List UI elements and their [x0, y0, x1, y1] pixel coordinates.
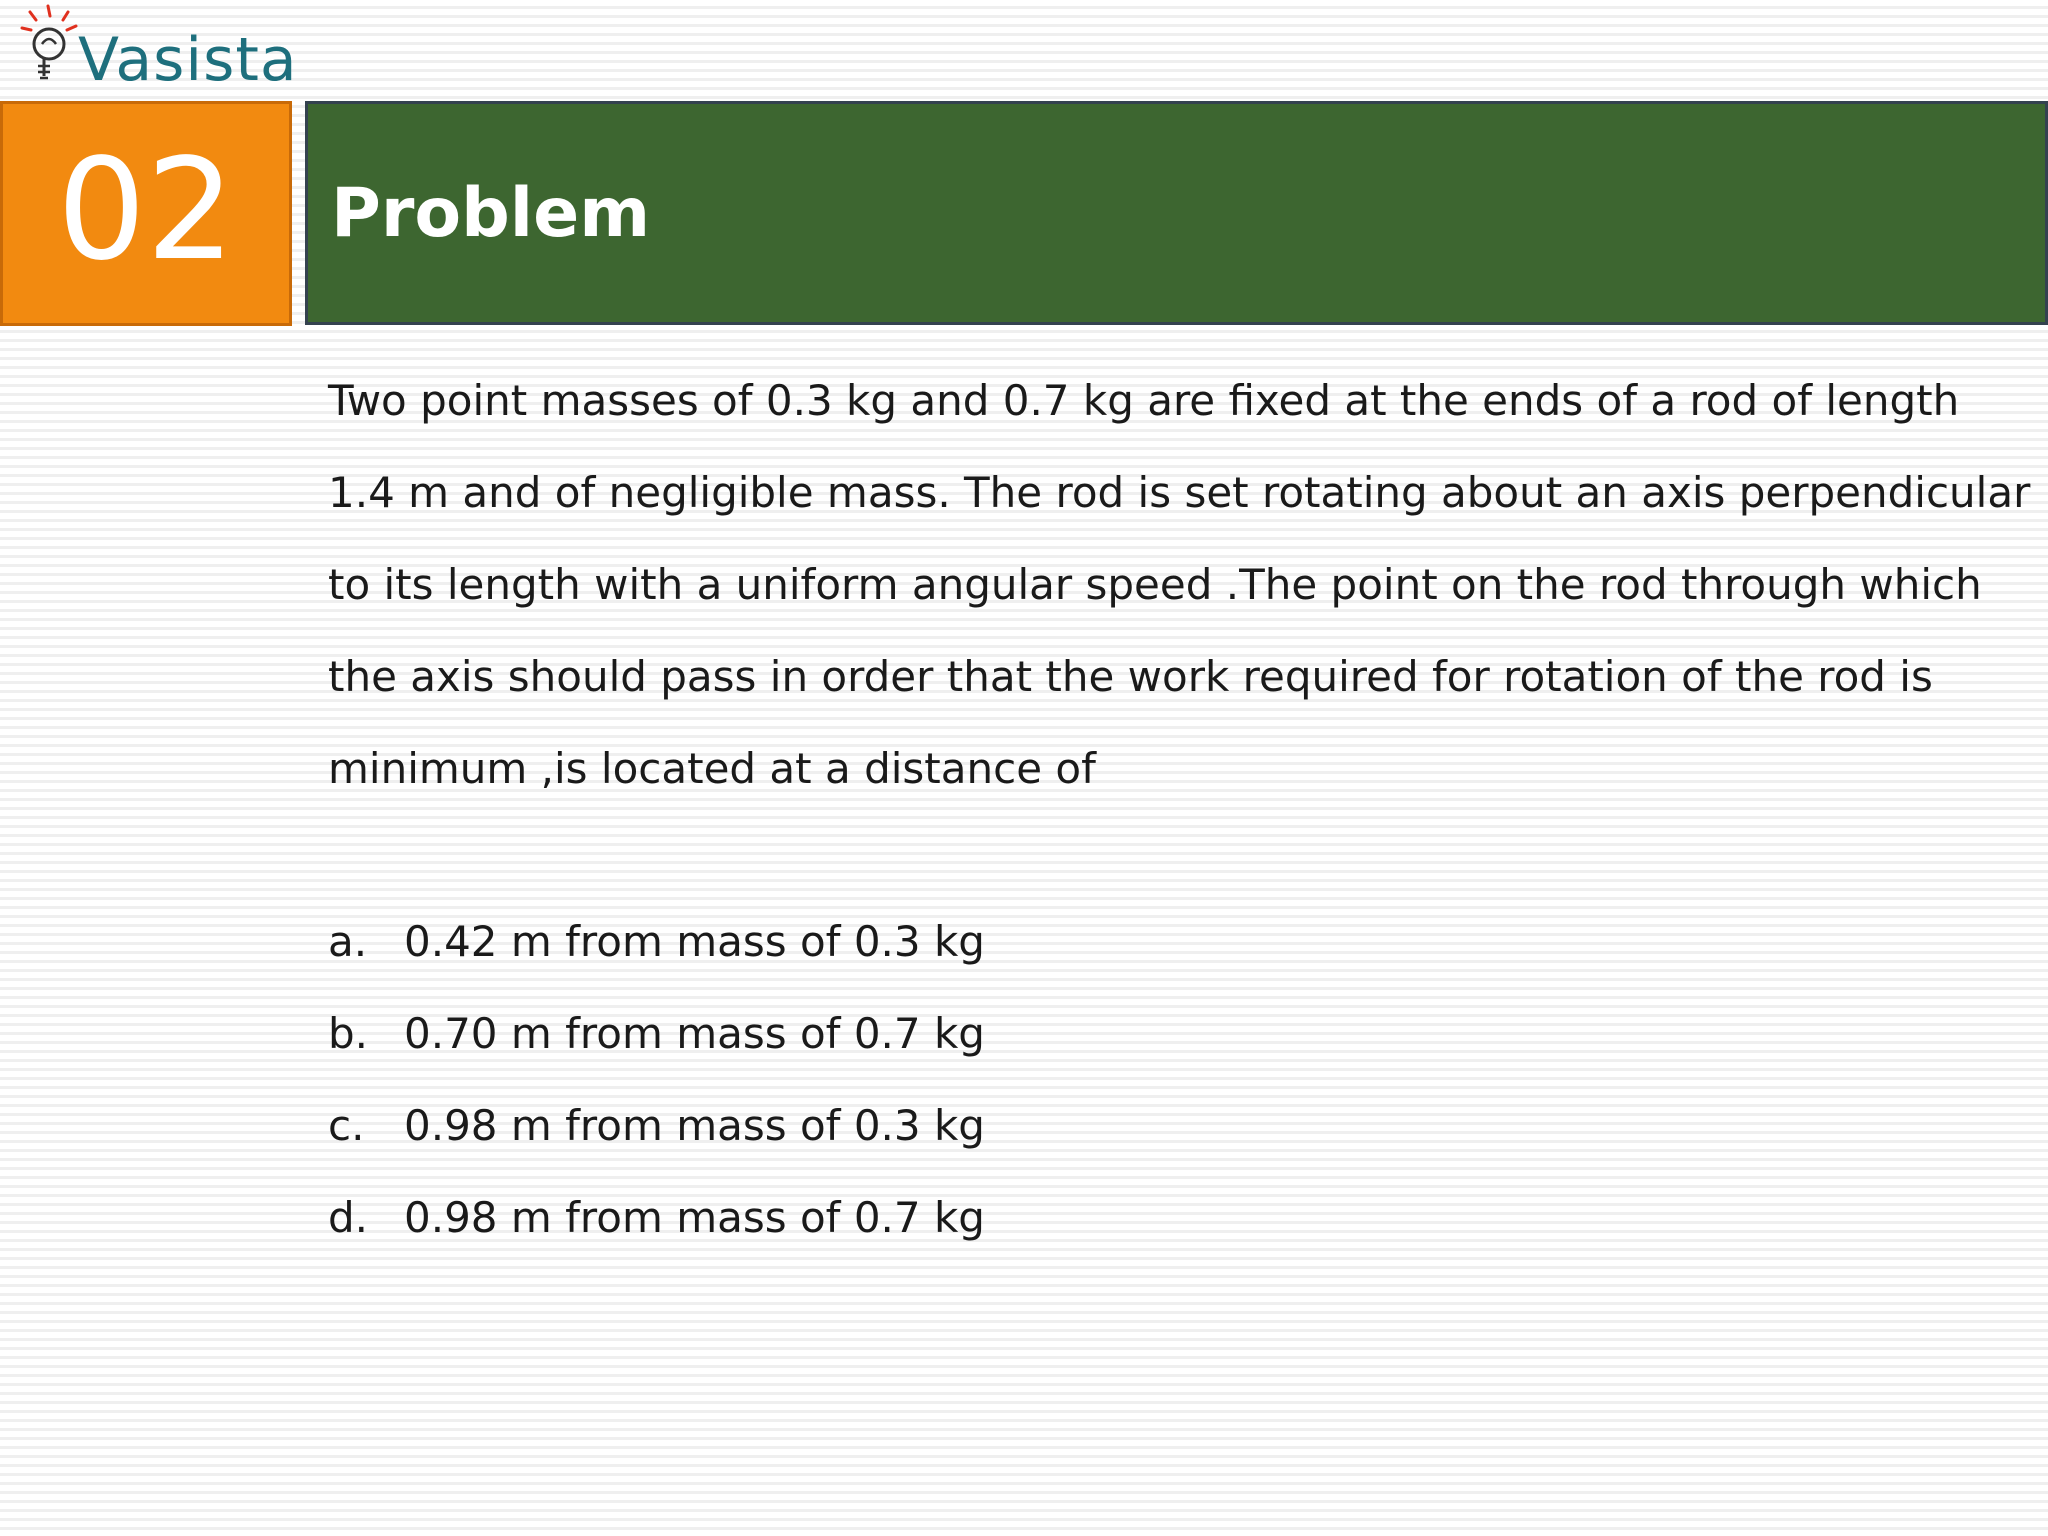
option-letter: a.: [328, 917, 368, 966]
option-letter: b.: [328, 1009, 369, 1058]
option-text: 0.98 m from mass of 0.3 kg: [404, 1101, 985, 1150]
option-letter: c.: [328, 1101, 365, 1150]
lightbulb-icon: [20, 4, 80, 96]
option-letter: d.: [328, 1193, 369, 1242]
logo-text: Vasista: [78, 25, 298, 95]
title-bar: [305, 101, 2048, 325]
options-list: [328, 896, 985, 1264]
option-text: 0.42 m from mass of 0.3 kg: [404, 917, 985, 966]
option-d: [328, 1172, 985, 1264]
slide-title: Problem: [331, 173, 651, 253]
slide-number-box: [0, 101, 292, 326]
logo: [20, 4, 298, 96]
option-a: [328, 896, 985, 988]
slide-number: 02: [56, 128, 236, 292]
option-text: 0.70 m from mass of 0.7 kg: [404, 1009, 985, 1058]
option-text: 0.98 m from mass of 0.7 kg: [404, 1193, 985, 1242]
option-c: [328, 1080, 985, 1172]
option-b: [328, 988, 985, 1080]
question-text: Two point masses of 0.3 kg and 0.7 kg are fixed at the ends of a rod of length 1.4 m and of negligible mass. The rod is set rotating about an axis perpendicular to its length with a uniform angular speed .The point on the rod through which the axis should pass in order that the work required for rotation of the rod is minimum ,is located at a distance of: [328, 376, 2031, 793]
